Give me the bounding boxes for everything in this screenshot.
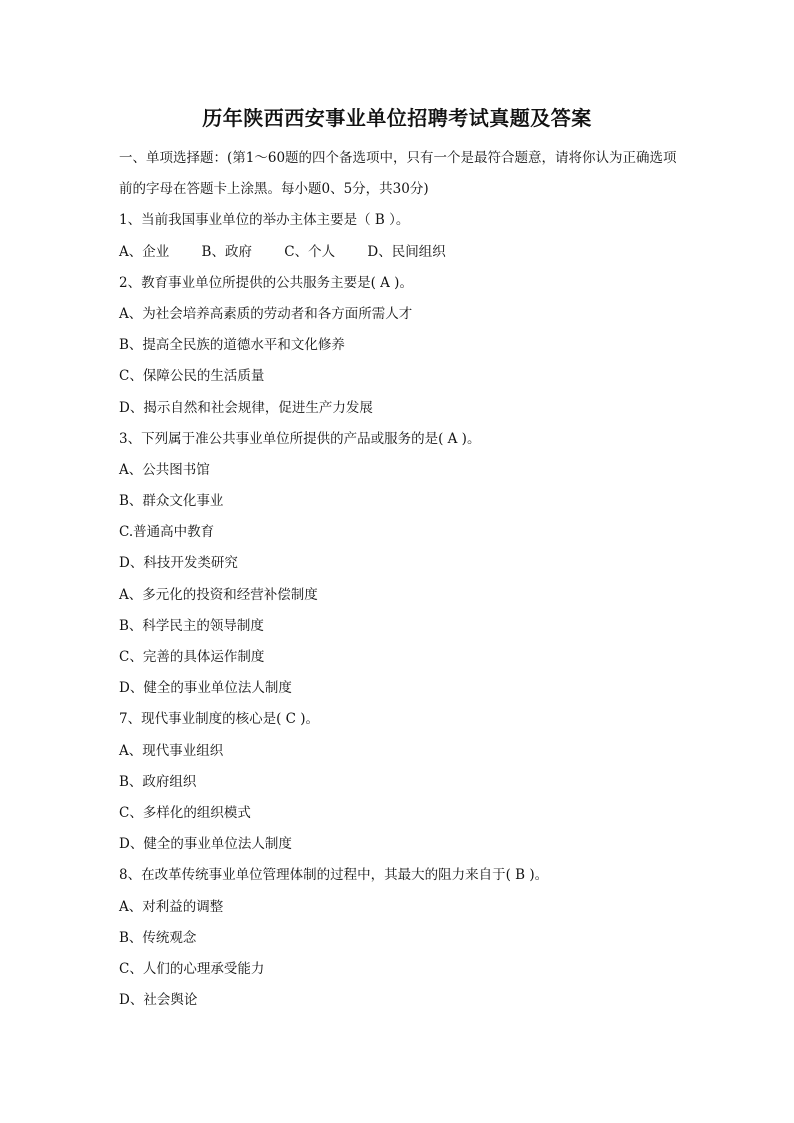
question-8-option-c: C、人们的心理承受能力 bbox=[119, 960, 265, 977]
question-7-stem: 7、现代事业制度的核心是( C )。 bbox=[119, 711, 320, 728]
question-2-stem: 2、教育事业单位所提供的公共服务主要是( A )。 bbox=[119, 274, 413, 291]
fragment-option-c: C、完善的具体运作制度 bbox=[119, 649, 265, 666]
question-3-option-b: B、群众文化事业 bbox=[119, 493, 224, 510]
option-c: C、个人 bbox=[284, 243, 336, 260]
question-3-option-c: C.普通高中教育 bbox=[119, 524, 215, 541]
option-d: D、民间组织 bbox=[367, 243, 446, 260]
question-3-stem: 3、下列属于准公共事业单位所提供的产品或服务的是( A )。 bbox=[119, 430, 481, 447]
question-2-option-b: B、提高全民族的道德水平和文化修养 bbox=[119, 337, 345, 354]
question-3-option-d: D、科技开发类研究 bbox=[119, 555, 238, 572]
fragment-option-b: B、科学民主的领导制度 bbox=[119, 617, 264, 634]
document-body bbox=[119, 143, 679, 1016]
option-a: A、企业 bbox=[119, 243, 170, 260]
question-7-option-c: C、多样化的组织模式 bbox=[119, 804, 251, 821]
question-1-options bbox=[119, 237, 679, 268]
question-2-option-d: D、揭示自然和社会规律，促进生产力发展 bbox=[119, 399, 373, 416]
question-7-option-d: D、健全的事业单位法人制度 bbox=[119, 836, 292, 853]
question-2-option-c: C、保障公民的生活质量 bbox=[119, 368, 265, 385]
question-8-option-a: A、对利益的调整 bbox=[119, 898, 224, 915]
question-8-stem: 8、在改革传统事业单位管理体制的过程中，其最大的阻力来自于( B )。 bbox=[119, 867, 549, 884]
question-8-option-b: B、传统观念 bbox=[119, 929, 197, 946]
fragment-option-a: A、多元化的投资和经营补偿制度 bbox=[119, 586, 318, 603]
question-1-stem: 1、当前我国事业单位的举办主体主要是（ B ）。 bbox=[119, 212, 410, 229]
question-3-option-a: A、公共图书馆 bbox=[119, 461, 210, 478]
section-heading: 一、单项选择题：(第1～60题的四个备选项中，只有一个是最符合题意，请将你认为正确选项前的字母在答题卡上涂黑。每小题0、5分，共30分) bbox=[119, 150, 677, 198]
question-8-option-d: D、社会舆论 bbox=[119, 992, 198, 1009]
fragment-option-d: D、健全的事业单位法人制度 bbox=[119, 680, 292, 697]
question-2-option-a: A、为社会培养高素质的劳动者和各方面所需人才 bbox=[119, 305, 413, 322]
question-7-option-a: A、现代事业组织 bbox=[119, 742, 224, 759]
option-b: B、政府 bbox=[201, 243, 252, 260]
document-title: 历年陕西西安事业单位招聘考试真题及答案 bbox=[202, 106, 592, 130]
question-7-option-b: B、政府组织 bbox=[119, 773, 197, 790]
